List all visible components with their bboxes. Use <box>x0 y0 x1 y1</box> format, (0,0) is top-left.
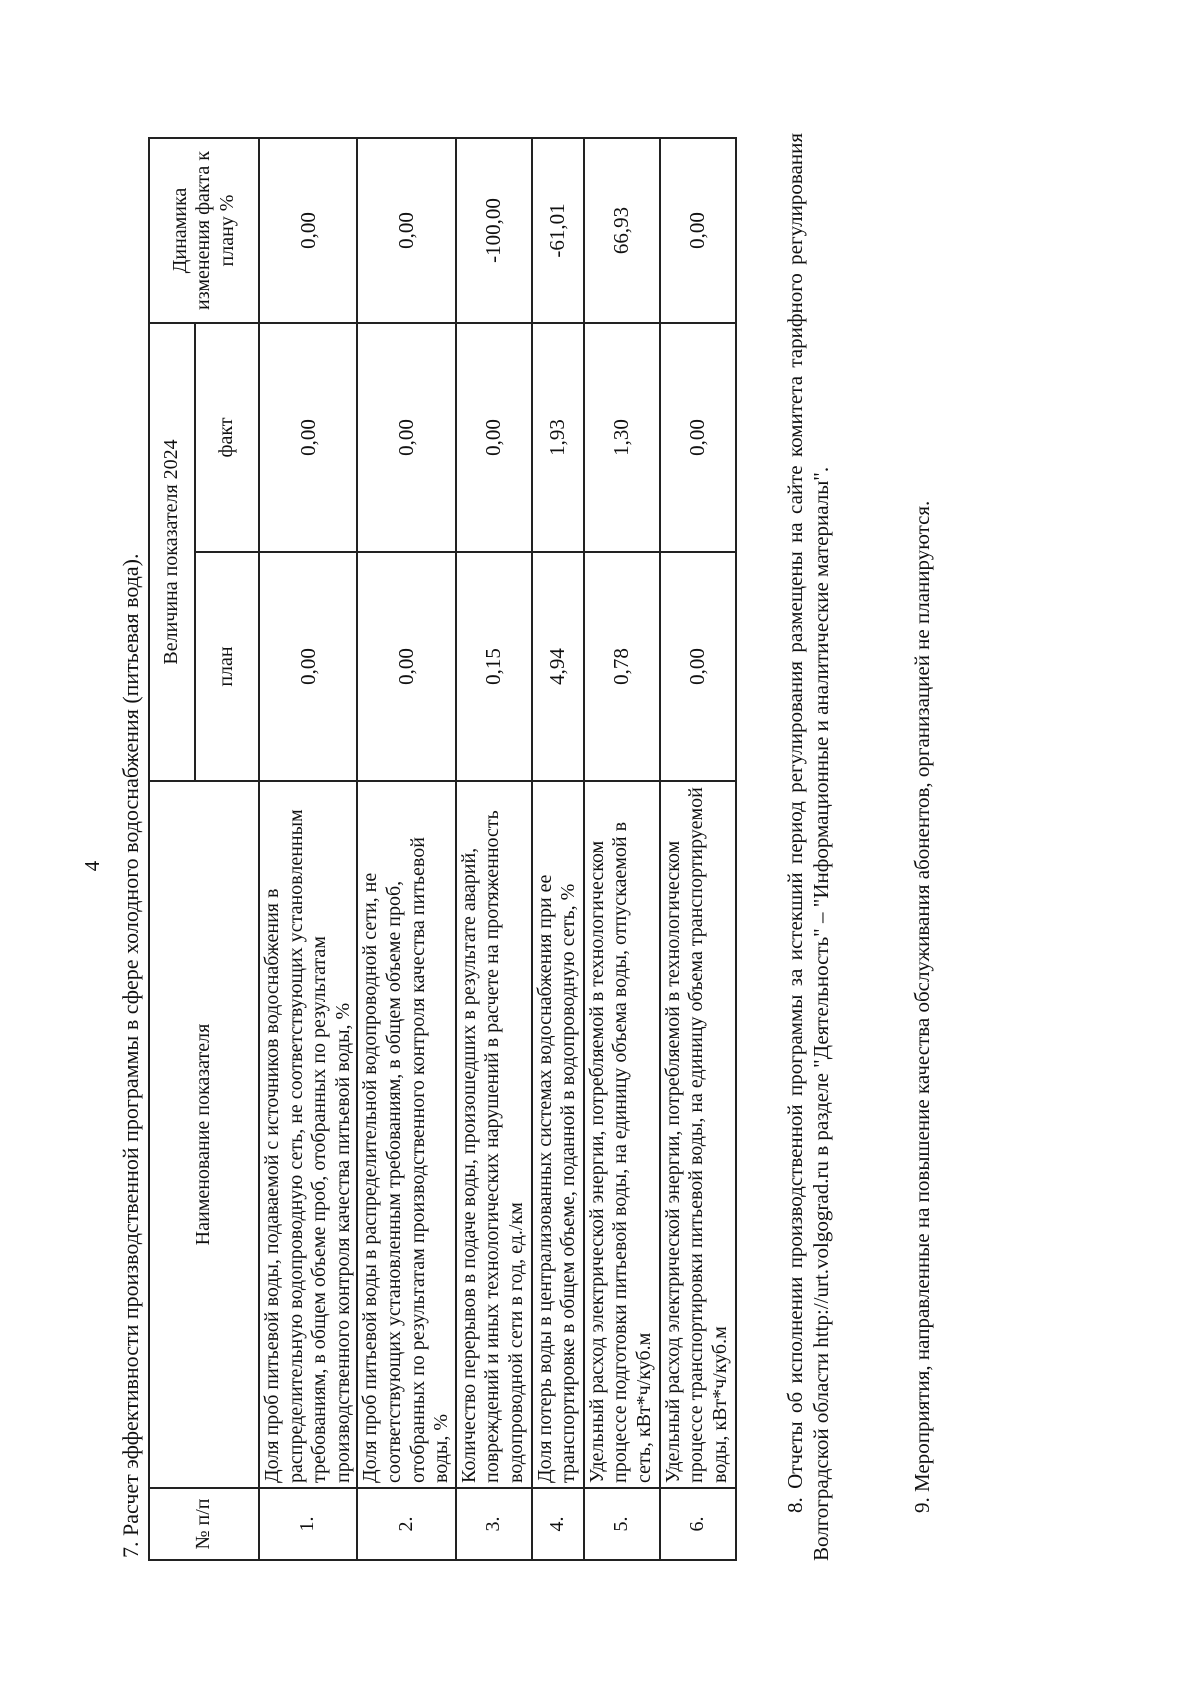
header-dynamics: Динамика изменения факта к плану % <box>149 138 259 323</box>
row-number: 4. <box>532 1488 584 1560</box>
dynamics-value: 0,00 <box>660 138 736 323</box>
table-row <box>259 138 357 1560</box>
plan-value: 0,00 <box>357 552 455 781</box>
table-row <box>357 138 455 1560</box>
row-number: 6. <box>660 1488 736 1560</box>
dynamics-value: -100,00 <box>456 138 532 323</box>
indicator-name: Удельный расход электрической энергии, потребляемой в технологическом процессе подготовки питьевой воды, на единицу объема воды, отпускаемой в сеть, кВт*ч/куб.м <box>584 781 660 1488</box>
header-indicator-name: Наименование показателя <box>149 781 259 1488</box>
table-row <box>584 138 660 1560</box>
row-number: 1. <box>259 1488 357 1560</box>
row-number: 2. <box>357 1488 455 1560</box>
fact-value: 0,00 <box>357 323 455 552</box>
page-number: 4 <box>80 860 104 872</box>
fact-value: 1,30 <box>584 323 660 552</box>
table-header-row <box>149 138 195 1560</box>
section-title: 7. Расчет эффективности производственной программы в сфере холодного водоснабжения (питьевая вода). <box>118 553 143 1558</box>
indicator-name: Доля проб питьевой воды, подаваемой с источников водоснабжения в распределительную водопроводную сеть, не соответствующих установленным требованиям, в общем объеме проб, отобранных по результатам производственного контроля качества питьевой воды, % <box>259 781 357 1488</box>
dynamics-value: 66,93 <box>584 138 660 323</box>
dynamics-value: 0,00 <box>259 138 357 323</box>
fact-value: 0,00 <box>660 323 736 552</box>
header-plan: план <box>195 552 259 781</box>
indicator-name: Доля потерь воды в централизованных системах водоснабжения при ее транспортировке в общем объеме, поданной в водопроводную сеть, % <box>532 781 584 1488</box>
dynamics-value: -61,01 <box>532 138 584 323</box>
indicator-name: Доля проб питьевой воды в распределительной водопроводной сети, не соответствующих установленным требованиям, в общем объеме проб, отобранных по результатам производственного контроля качества питьевой воды, % <box>357 781 455 1488</box>
fact-value: 0,00 <box>456 323 532 552</box>
fact-value: 1,93 <box>532 323 584 552</box>
header-value-2024: Величина показателя 2024 <box>149 323 195 781</box>
indicator-name: Количество перерывов в подаче воды, произошедших в результате аварий, повреждений и иных технологических нарушений в расчете на протяженность водопроводной сети в год, ед./км <box>456 781 532 1488</box>
row-number: 5. <box>584 1488 660 1560</box>
plan-value: 0,00 <box>259 552 357 781</box>
plan-value: 0,78 <box>584 552 660 781</box>
plan-value: 0,15 <box>456 552 532 781</box>
header-number: № п/п <box>149 1488 259 1560</box>
paragraph-9: 9. Мероприятия, направленные на повышение качества обслуживания абонентов, организацией не планируются. <box>910 500 934 1513</box>
header-fact: факт <box>195 323 259 552</box>
fact-value: 0,00 <box>259 323 357 552</box>
indicator-name: Удельный расход электрической энергии, потребляемой в технологическом процессе транспортировки питьевой воды, на единицу объема транспортируемой воды, кВт*ч/куб.м <box>660 781 736 1488</box>
efficiency-table <box>148 137 737 1561</box>
row-number: 3. <box>456 1488 532 1560</box>
paragraph-8: 8. Отчеты об исполнении производственной программы за истекший период регулирования размещены на сайте комитета тарифного регулирования Волгоградской области http://urt.volgograd.ru в разделе "Деятельность" – "Информационные и аналитические материалы". <box>783 133 834 1561</box>
dynamics-value: 0,00 <box>357 138 455 323</box>
table-row <box>660 138 736 1560</box>
table-row <box>456 138 532 1560</box>
plan-value: 4,94 <box>532 552 584 781</box>
plan-value: 0,00 <box>660 552 736 781</box>
table-row <box>532 138 584 1560</box>
